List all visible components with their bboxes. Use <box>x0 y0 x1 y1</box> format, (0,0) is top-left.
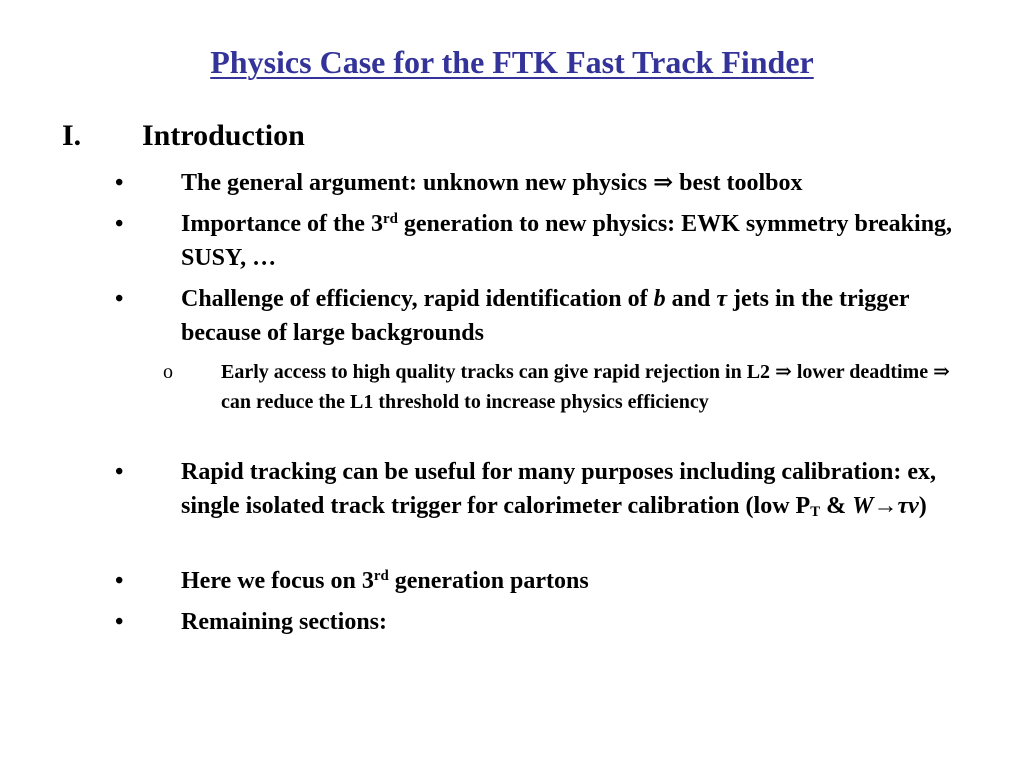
italic-b: b <box>653 286 666 312</box>
bullet-text-part: Importance of the 3 <box>181 211 383 237</box>
implies-arrow: ⇒ <box>775 361 792 383</box>
bullet-text-part: best toolbox <box>673 170 803 196</box>
bullet-mark: • <box>115 609 124 635</box>
bullet-text-part: generation partons <box>388 568 589 594</box>
bullet-mark: • <box>115 459 124 485</box>
bullet-mark: • <box>115 568 124 594</box>
implies-arrow: ⇒ <box>653 170 674 196</box>
bullet-text-part: generation to new physics: EWK symmetry breaking, SUSY, … <box>181 211 953 271</box>
sub-text-part: can reduce the L1 threshold to increase physics efficiency <box>221 391 709 413</box>
bullet-mark: • <box>115 286 124 312</box>
bullet-text-part: & <box>820 493 853 519</box>
bullet-text-part: Here we focus on 3 <box>181 568 374 594</box>
bullet-text: Remaining sections: <box>181 609 387 635</box>
sub-text-part: Early access to high quality tracks can give rapid rejection in L2 <box>221 361 776 383</box>
bullet-text <box>181 564 971 598</box>
sub-bullet-text <box>221 357 981 417</box>
implies-arrow: ⇒ <box>933 361 950 383</box>
bullet-mark: • <box>115 170 124 196</box>
bullet-text-part: ) <box>918 493 927 519</box>
bullet-text-part: jets in the trigger because of large backgrounds <box>181 286 910 346</box>
superscript: rd <box>382 210 398 227</box>
bullet-text <box>181 166 971 200</box>
sub-text-part: lower deadtime <box>791 361 934 383</box>
bullet-text-part: and <box>665 286 717 312</box>
italic-tau: τ <box>716 286 727 312</box>
bullet-text <box>181 207 971 275</box>
bullet-mark: • <box>115 211 124 237</box>
bullet-text-part: Rapid tracking can be useful for many purposes including calibration: ex, single isolated track trigger for calorimeter calibration (low P <box>181 459 936 519</box>
section-heading <box>62 119 305 153</box>
bullet-text-part: Challenge of efficiency, rapid identification of <box>181 286 654 312</box>
bullet-text-part: The general argument: unknown new physics <box>181 170 654 196</box>
sub-bullet-mark: o <box>163 361 173 383</box>
subscript: T <box>810 503 821 520</box>
bullet-text <box>181 282 971 350</box>
section-number: I. <box>62 119 82 152</box>
superscript: rd <box>373 567 389 584</box>
italic-w-decay: W→τν <box>852 493 919 519</box>
section-title: Introduction <box>142 119 305 152</box>
slide-title: Physics Case for the FTK Fast Track Finder <box>210 44 814 80</box>
bullet-text <box>181 455 971 523</box>
